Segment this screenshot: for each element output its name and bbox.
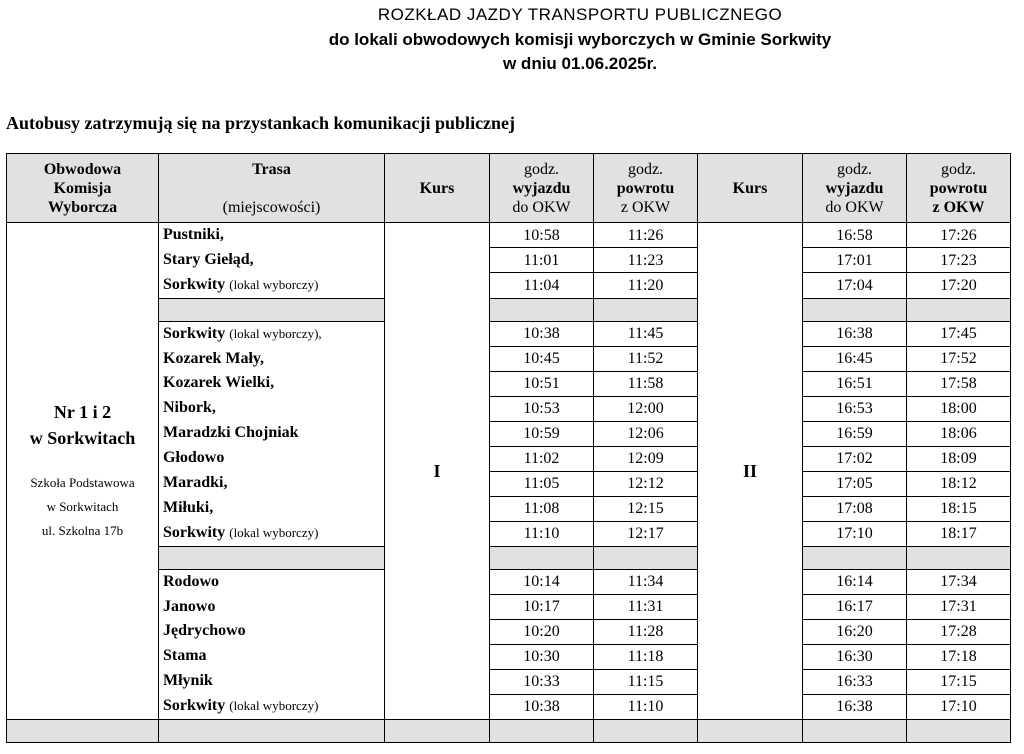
route-stop: Stama xyxy=(163,647,207,665)
return-time-2: 17:28 xyxy=(907,619,1011,644)
departure-time: 11:05 xyxy=(490,471,594,496)
departure-time: 11:04 xyxy=(490,273,594,298)
departure-time: 10:38 xyxy=(490,694,594,719)
kurs-2-cell: II xyxy=(698,223,803,720)
return-time: 11:18 xyxy=(594,644,698,669)
return-time: 12:15 xyxy=(594,496,698,521)
route-stop: Stary Giełąd, xyxy=(163,250,254,268)
route-stop: Sorkwity (lokal wyborczy) xyxy=(163,275,319,293)
departure-time: 10:53 xyxy=(490,396,594,421)
return-time: 11:28 xyxy=(594,619,698,644)
departure-time-2: 16:38 xyxy=(803,694,907,719)
spacer-cell xyxy=(594,546,698,569)
route-stop: Miłuki, xyxy=(163,498,214,516)
departure-time: 10:51 xyxy=(490,371,594,396)
route-cell xyxy=(159,223,385,299)
departure-time: 11:02 xyxy=(490,446,594,471)
route-stop: Janowo xyxy=(163,597,216,615)
doc-title-line1: ROZKŁAD JAZDY TRANSPORTU PUBLICZNEGO xyxy=(377,5,783,24)
spacer-cell xyxy=(803,546,907,569)
departure-time-2: 17:05 xyxy=(803,471,907,496)
departure-time: 11:01 xyxy=(490,248,594,273)
return-time: 11:52 xyxy=(594,346,698,371)
departure-time: 10:38 xyxy=(490,321,594,346)
spacer-cell xyxy=(698,720,803,743)
spacer-cell xyxy=(490,546,594,569)
okw-name-2: w Sorkwitach xyxy=(29,428,136,449)
route-cell xyxy=(159,321,385,546)
spacer-cell xyxy=(159,720,385,743)
route-stop: Sorkwity (lokal wyborczy) xyxy=(163,523,319,541)
return-time-2: 18:06 xyxy=(907,421,1011,446)
route-stop: Młynik xyxy=(163,672,213,690)
return-time: 12:17 xyxy=(594,521,698,546)
departure-time-2: 16:38 xyxy=(803,321,907,346)
spacer-cell xyxy=(159,546,385,569)
return-time-2: 17:58 xyxy=(907,371,1011,396)
col-okw-header: Obwodowa Komisja Wyborcza xyxy=(7,154,159,223)
departure-time-2: 17:01 xyxy=(803,248,907,273)
return-time: 11:10 xyxy=(594,694,698,719)
route-stop: Sorkwity (lokal wyborczy), xyxy=(163,324,322,342)
route-stop: Głodowo xyxy=(163,449,225,467)
subtitle: Autobusy zatrzymują się na przystankach komunikacji publicznej xyxy=(6,113,516,133)
spacer-cell xyxy=(907,546,1011,569)
table-header-row xyxy=(7,154,1011,223)
return-time-2: 17:26 xyxy=(907,223,1011,248)
okw-name-1: Nr 1 i 2 xyxy=(53,402,112,423)
departure-time: 10:59 xyxy=(490,421,594,446)
col-trasa-header: Trasa (miejscowości) xyxy=(159,154,385,223)
departure-time-2: 16:17 xyxy=(803,594,907,619)
return-time: 11:45 xyxy=(594,321,698,346)
col-kurs-header: Kurs xyxy=(385,154,490,223)
return-time: 12:12 xyxy=(594,471,698,496)
departure-time-2: 16:20 xyxy=(803,619,907,644)
okw-address: Szkoła Podstawowa w Sorkwitach ul. Szkolna 17b xyxy=(30,475,135,539)
okw-cell xyxy=(7,223,159,720)
return-time-2: 18:12 xyxy=(907,471,1011,496)
spacer-cell xyxy=(803,298,907,321)
departure-time-2: 16:33 xyxy=(803,669,907,694)
return-time: 11:23 xyxy=(594,248,698,273)
route-cell xyxy=(159,569,385,719)
return-time-2: 18:00 xyxy=(907,396,1011,421)
return-time: 11:58 xyxy=(594,371,698,396)
return-time-2: 18:17 xyxy=(907,521,1011,546)
spacer-cell xyxy=(159,298,385,321)
spacer-cell xyxy=(907,298,1011,321)
departure-time-2: 16:51 xyxy=(803,371,907,396)
departure-time-2: 16:59 xyxy=(803,421,907,446)
return-time: 11:20 xyxy=(594,273,698,298)
doc-title-line3: w dniu 01.06.2025r. xyxy=(502,54,658,73)
spacer-cell xyxy=(490,720,594,743)
departure-time: 10:33 xyxy=(490,669,594,694)
return-time-2: 17:31 xyxy=(907,594,1011,619)
kurs-1-cell: I xyxy=(385,223,490,720)
route-stop: Pustniki, xyxy=(163,226,224,243)
route-stop: Kozarek Mały, xyxy=(163,349,265,367)
departure-time: 10:17 xyxy=(490,594,594,619)
departure-time-2: 16:45 xyxy=(803,346,907,371)
route-stop: Maradzki Chojniak xyxy=(163,424,299,442)
spacer-cell xyxy=(385,720,490,743)
return-time-2: 17:52 xyxy=(907,346,1011,371)
route-stop: Jędrychowo xyxy=(163,622,246,640)
departure-time-2: 16:53 xyxy=(803,396,907,421)
col-departure2-header: godz. wyjazdu do OKW xyxy=(803,154,907,223)
return-time-2: 17:34 xyxy=(907,569,1011,594)
departure-time: 11:10 xyxy=(490,521,594,546)
departure-time: 10:14 xyxy=(490,569,594,594)
return-time: 11:15 xyxy=(594,669,698,694)
route-stop: Rodowo xyxy=(163,572,220,590)
return-time-2: 17:20 xyxy=(907,273,1011,298)
departure-time-2: 16:14 xyxy=(803,569,907,594)
return-time: 12:06 xyxy=(594,421,698,446)
departure-time: 10:20 xyxy=(490,619,594,644)
departure-time-2: 17:08 xyxy=(803,496,907,521)
return-time-2: 17:10 xyxy=(907,694,1011,719)
spacer-cell xyxy=(7,720,159,743)
departure-time: 11:08 xyxy=(490,496,594,521)
spacer-cell xyxy=(490,298,594,321)
departure-time-2: 17:10 xyxy=(803,521,907,546)
return-time: 11:26 xyxy=(594,223,698,248)
return-time-2: 17:15 xyxy=(907,669,1011,694)
col-departure-header: godz. wyjazdu do OKW xyxy=(490,154,594,223)
return-time-2: 18:09 xyxy=(907,446,1011,471)
departure-time-2: 17:04 xyxy=(803,273,907,298)
return-time-2: 18:15 xyxy=(907,496,1011,521)
return-time-2: 17:18 xyxy=(907,644,1011,669)
col-return2-header: godz. powrotu z OKW xyxy=(907,154,1011,223)
departure-time-2: 16:30 xyxy=(803,644,907,669)
route-stop: Kozarek Wielki, xyxy=(163,374,275,392)
route-stop: Nibork, xyxy=(163,399,216,417)
doc-title-line2: do lokali obwodowych komisji wyborczych w Gminie Sorkwity xyxy=(328,30,832,49)
departure-time: 10:30 xyxy=(490,644,594,669)
departure-time-2: 16:58 xyxy=(803,223,907,248)
departure-time: 10:58 xyxy=(490,223,594,248)
spacer-cell xyxy=(907,720,1011,743)
spacer-cell xyxy=(803,720,907,743)
col-kurs2-header: Kurs xyxy=(698,154,803,223)
table-row xyxy=(7,223,1011,248)
departure-time-2: 17:02 xyxy=(803,446,907,471)
spacer-row xyxy=(7,720,1011,743)
route-stop: Sorkwity (lokal wyborczy) xyxy=(163,697,319,715)
return-time: 11:31 xyxy=(594,594,698,619)
return-time: 11:34 xyxy=(594,569,698,594)
col-return-header: godz. powrotu z OKW xyxy=(594,154,698,223)
spacer-cell xyxy=(594,720,698,743)
return-time: 12:09 xyxy=(594,446,698,471)
return-time-2: 17:23 xyxy=(907,248,1011,273)
return-time-2: 17:45 xyxy=(907,321,1011,346)
return-time: 12:00 xyxy=(594,396,698,421)
departure-time: 10:45 xyxy=(490,346,594,371)
schedule-body xyxy=(7,223,1011,743)
schedule-table xyxy=(6,153,1011,743)
spacer-cell xyxy=(594,298,698,321)
route-stop: Maradki, xyxy=(163,474,228,492)
